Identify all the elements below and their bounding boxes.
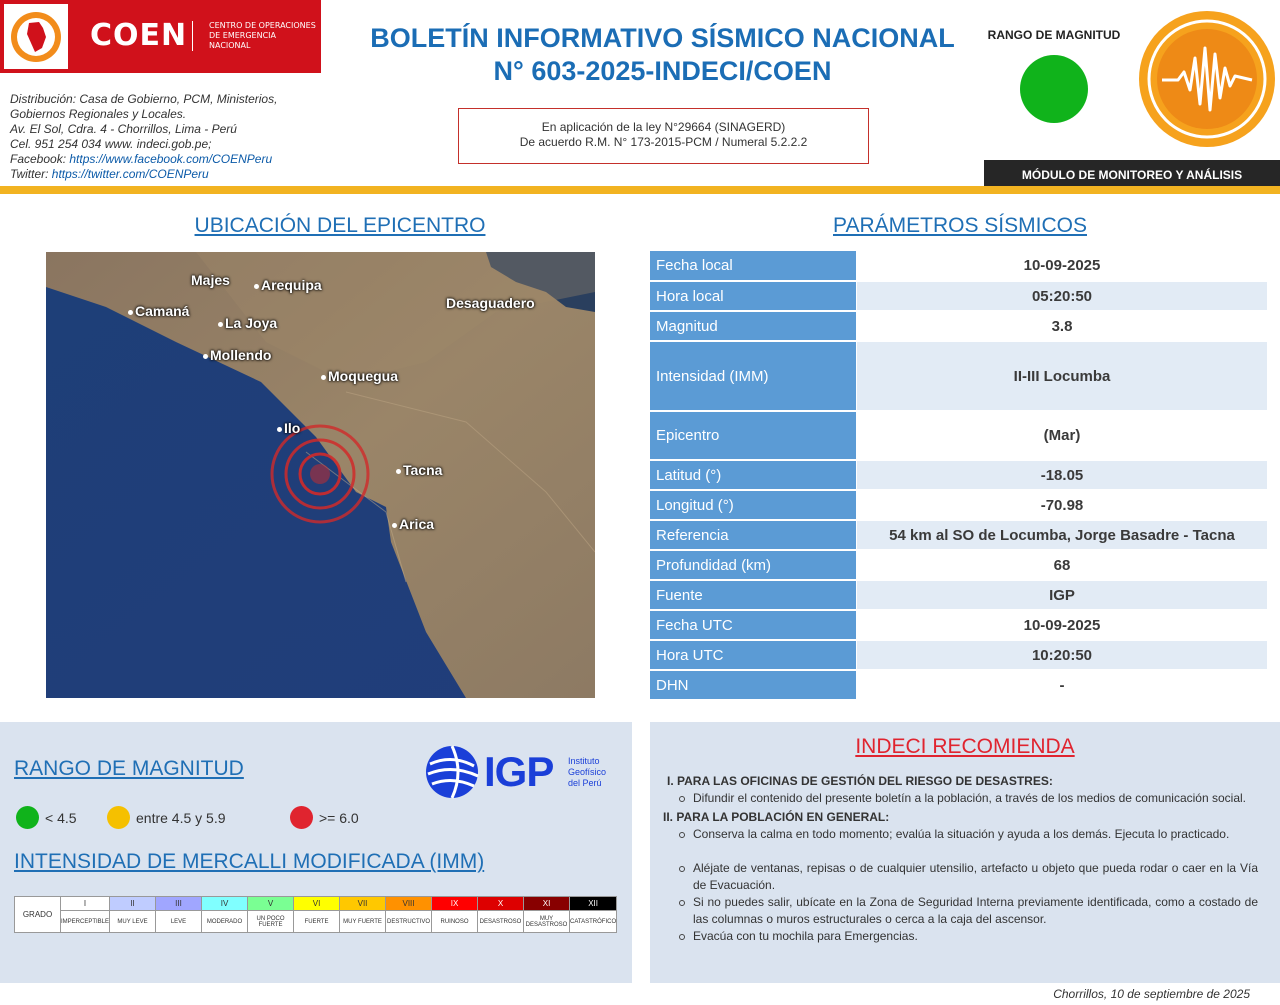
imm-description: DESASTROSO [478,911,524,933]
imm-description: UN POCO FUERTE [248,911,294,933]
table-row [650,611,1267,639]
imm-description: RUINOSO [432,911,478,933]
footer-date: Chorrillos, 10 de septiembre de 2025 [1053,987,1250,1001]
imm-degree: V [248,897,294,911]
param-label: Latitud (°) [650,461,856,489]
param-value: 05:20:50 [857,282,1267,310]
city-label: Tacna [396,462,442,478]
param-value: 10-09-2025 [857,611,1267,639]
param-value: 10-09-2025 [857,251,1267,280]
contact-line: Distribución: Casa de Gobierno, PCM, Ministerios, [10,92,278,106]
igp-logo [424,742,614,802]
imm-description: DESTRUCTIVO [386,911,432,933]
facebook-line: Facebook: https://www.facebook.com/COENPeru [10,152,273,166]
table-row [650,491,1267,519]
param-label: Referencia [650,521,856,549]
imm-degree: X [478,897,524,911]
brand-subtitle: CENTRO DE OPERACIONES DE EMERGENCIA NACIONAL [209,21,316,50]
legal-line-1: En aplicación de la ley N°29664 (SINAGERD) [541,120,786,134]
param-value: II-III Locumba [857,342,1267,410]
igp-full-name: Instituto Geofísico del Perú [568,756,607,788]
epicenter-section-title: UBICACIÓN DEL EPICENTRO [194,214,486,237]
city-label: Arequipa [254,277,322,293]
bulletin-title [330,22,995,88]
seismograph-icon [1138,10,1276,148]
recommendations-list [663,773,1258,945]
recommendation-heading: I. PARA LAS OFICINAS DE GESTIÓN DEL RIESGO DE DESASTRES: [667,774,1053,788]
table-row [650,671,1267,699]
city-label: Arica [392,516,434,532]
imm-degree: II [110,897,156,911]
epicenter-map[interactable] [46,252,595,698]
grado-label: GRADO [15,897,61,933]
parameters-section-title: PARÁMETROS SÍSMICOS [833,214,1087,237]
header-divider [0,186,1280,194]
contact-line: Av. El Sol, Cdra. 4 - Chorrillos, Lima - Perú [10,122,237,136]
table-row [650,461,1267,489]
param-value: 10:20:50 [857,641,1267,669]
imm-title: INTENSIDAD DE MERCALLI MODIFICADA (IMM) [14,850,485,873]
recommendation-item: Aléjate de ventanas, repisas o de cualquier utensilio, artefacto u objeto que pueda rodar o caer en la Vía de Evacuación. [663,860,1258,894]
table-row [650,521,1267,549]
legal-notice [458,108,869,164]
param-value: -70.98 [857,491,1267,519]
twitter-link[interactable]: https://twitter.com/COENPeru [51,167,209,181]
city-label: Mollendo [203,347,271,363]
imm-degree: IV [202,897,248,911]
imm-degree: XII [570,897,617,911]
param-label: Fuente [650,581,856,609]
recommendation-item: Evacúa con tu mochila para Emergencias. [663,928,1258,945]
contact-line: Gobiernos Regionales y Locales. [10,107,187,121]
magnitude-indicator [1020,55,1088,123]
imm-degree: XI [524,897,570,911]
param-label: Fecha local [650,251,856,280]
legend-item-high: >= 6.0 [290,806,359,829]
param-value: (Mar) [857,412,1267,459]
recommendation-item: Conserva la calma en todo momento; evalúa la situación y ayuda a los demás. Ejecuta lo practicado. [663,826,1258,843]
param-label: Magnitud [650,312,856,340]
recommendations-title: INDECI RECOMIENDA [855,735,1075,758]
param-label: Epicentro [650,412,856,459]
recommendation-item: Si no puedes salir, ubícate en la Zona de Seguridad Interna previamente identificada, como a costado de las columnas o muros estructurales o cerca a la caja del ascensor. [663,894,1258,928]
table-row [650,251,1267,280]
imm-degree: VI [294,897,340,911]
param-label: Hora local [650,282,856,310]
imm-description: MUY FUERTE [340,911,386,933]
brand-separator [192,21,193,51]
title-line-2: N° 603-2025-INDECI/COEN [493,56,832,86]
city-label: Moquegua [321,368,398,384]
table-row [650,282,1267,310]
twitter-line: Twitter: https://twitter.com/COENPeru [10,167,209,181]
imm-degree: III [156,897,202,911]
imm-description: CATASTRÓFICO [570,911,617,933]
imm-degree: VII [340,897,386,911]
param-label: Fecha UTC [650,611,856,639]
param-value: 68 [857,551,1267,579]
legend-item-medium: entre 4.5 y 5.9 [107,806,226,829]
contact-info [10,92,310,182]
recommendation-heading: II. PARA LA POBLACIÓN EN GENERAL: [663,810,890,824]
indeci-emblem [4,4,68,69]
param-label: Longitud (°) [650,491,856,519]
imm-description: MUY LEVE [110,911,156,933]
recommendation-item: Difundir el contenido del presente boletín a la población, a través de los medios de comunicación social. [663,790,1258,807]
imm-degree: VIII [386,897,432,911]
contact-line: Cel. 951 254 034 www. indeci.gob.pe; [10,137,212,151]
red-dot-icon [290,806,313,829]
peru-emblem-icon [9,10,63,64]
param-label: Hora UTC [650,641,856,669]
city-label: Desaguadero [446,295,535,311]
imm-description: MUY DESASTROSO [524,911,570,933]
legal-line-2: De acuerdo R.M. N° 173-2015-PCM / Numeral 5.2.2.2 [519,135,808,149]
title-line-1: BOLETÍN INFORMATIVO SÍSMICO NACIONAL [370,23,955,53]
param-value: - [857,671,1267,699]
magnitude-range-title: RANGO DE MAGNITUD [14,757,244,780]
module-banner: MÓDULO DE MONITOREO Y ANÁLISIS [984,160,1280,186]
yellow-dot-icon [107,806,130,829]
param-value: 3.8 [857,312,1267,340]
imm-description: IMPERCEPTIBLE [61,911,110,933]
imm-degree: I [61,897,110,911]
facebook-link[interactable]: https://www.facebook.com/COENPeru [69,152,273,166]
city-label: Ilo [277,420,300,436]
globe-icon [424,744,484,800]
brand-name: COEN [90,18,188,53]
legend-item-low: < 4.5 [16,806,77,829]
city-label: Camaná [128,303,189,319]
table-row [650,412,1267,459]
table-row [650,551,1267,579]
param-label: Intensidad (IMM) [650,342,856,410]
green-dot-icon [16,806,39,829]
imm-description: LEVE [156,911,202,933]
table-row [650,641,1267,669]
param-value: -18.05 [857,461,1267,489]
city-label: Majes [191,272,230,288]
mercalli-scale-table [14,896,617,933]
param-value: IGP [857,581,1267,609]
param-label: DHN [650,671,856,699]
param-label: Profundidad (km) [650,551,856,579]
imm-description: FUERTE [294,911,340,933]
table-row [650,342,1267,410]
imm-description: MODERADO [202,911,248,933]
seismic-parameters-table [650,251,1267,701]
table-row [650,581,1267,609]
param-value: 54 km al SO de Locumba, Jorge Basadre - Tacna [857,521,1267,549]
city-label: La Joya [218,315,277,331]
table-row [650,312,1267,340]
igp-acronym: IGP [484,748,554,795]
imm-degree: IX [432,897,478,911]
magnitude-range-label: RANGO DE MAGNITUD [987,28,1121,42]
